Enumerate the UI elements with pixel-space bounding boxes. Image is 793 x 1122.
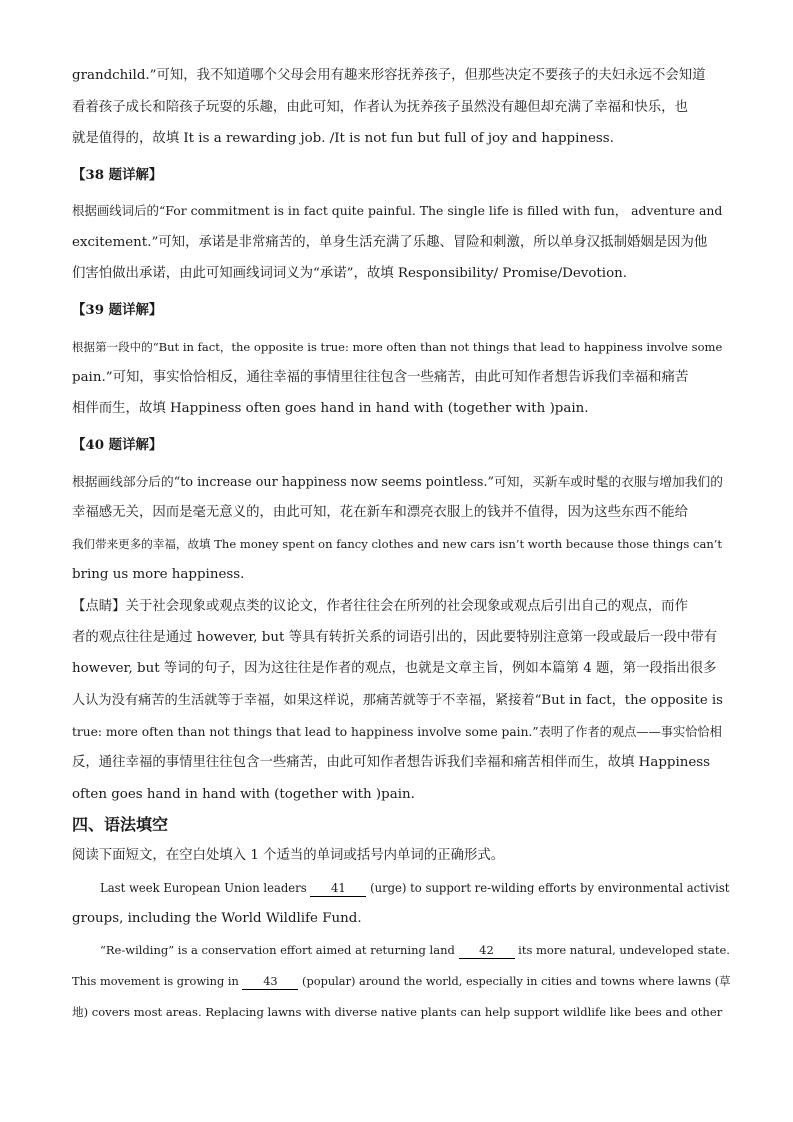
passage-line: groups, including the World Wildlife Fund.: [72, 911, 362, 926]
instruction-text: 阅读下面短文，在空白处填入 1 个适当的单词或括号内单词的正确形式。: [72, 848, 505, 863]
question-40-heading: 【40 题详解】: [72, 437, 163, 453]
text-line: excitement.”可知，承诺是非常痛苦的，单身生活充满了乐趣、冒险和刺激，所以单身汉抵制婚姻是因为他: [72, 235, 708, 250]
text-line: 幸福感无关，因而是毫无意义的，由此可知，花在新车和漂亮衣服上的钱并不值得，因为这些东西不能给: [72, 505, 688, 520]
text-line: 我们带来更多的幸福，故填 The money spent on fancy clothes and new cars isn’t worth because those things can’t: [72, 537, 723, 551]
text-line: 反，通往幸福的事情里往往包含一些痛苦，由此可知作者想告诉我们幸福和痛苦相伴而生，故填 Happiness: [72, 755, 711, 770]
text-line: 根据画线词后的“For commitment is in fact quite painful. The single life is filled with fun， adventure and: [72, 203, 723, 218]
text-line: 看着孩子成长和陪孩子玩耍的乐趣，由此可知，作者认为抚养孩子虽然没有趣但却充满了幸福和快乐，也: [72, 100, 688, 115]
text-line: 相伴而生，故填 Happiness often goes hand in hand with (together with )pain.: [72, 401, 589, 416]
text-line: 根据第一段中的“But in fact，the opposite is true: more often than not things that lead to happiness involve some: [72, 340, 723, 354]
passage-text: Last week European Union leaders: [100, 881, 311, 895]
blank-41: 41: [310, 880, 366, 897]
passage-line: [100, 940, 730, 960]
text-line: 者的观点往往是通过 however, but 等具有转折关系的词语引出的，因此要特别注意第一段或最后一段中带有: [72, 630, 718, 645]
passage-text: its more natural, undeveloped state.: [514, 943, 730, 957]
passage-line: [100, 878, 729, 898]
tip-paragraph-start: 【点睛】关于社会现象或观点类的议论文，作者往往会在所列的社会现象或观点后引出自己的观点，而作: [72, 599, 688, 614]
blank-42: 42: [459, 942, 515, 959]
passage-line: [72, 971, 731, 991]
passage-text: (popular) around the world, especially in cities and towns where lawns (草: [298, 974, 731, 988]
text-line: bring us more happiness.: [72, 567, 245, 582]
text-line: 人认为没有痛苦的生活就等于幸福，如果这样说，那痛苦就等于不幸福，紧接着“But in fact，the opposite is: [72, 693, 723, 708]
passage-line: 地) covers most areas. Replacing lawns with diverse native plants can help support wildlife like bees and other: [72, 1005, 723, 1019]
question-39-heading: 【39 题详解】: [72, 302, 163, 318]
text-line: grandchild.”可知，我不知道哪个父母会用有趣来形容抚养孩子，但那些决定不要孩子的夫妇永远不会知道: [72, 68, 706, 83]
text-line: pain.”可知，事实恰恰相反，通往幸福的事情里往往包含一些痛苦，由此可知作者想告诉我们幸福和痛苦: [72, 370, 689, 385]
passage-text: (urge) to support re-wilding efforts by environmental activist: [366, 881, 730, 895]
text-line: often goes hand in hand with (together with )pain.: [72, 787, 415, 802]
passage-text: This movement is growing in: [72, 974, 243, 988]
section-heading: 四、语法填空: [72, 815, 169, 834]
blank-43: 43: [242, 973, 298, 990]
passage-text: “Re-wilding” is a conservation effort aimed at returning land: [100, 943, 459, 957]
text-line: however, but 等词的句子，因为这往往是作者的观点，也就是文章主旨，例如本篇第 4 题，第一段指出很多: [72, 661, 717, 676]
text-line: 们害怕做出承诺，由此可知画线词词义为“承诺”，故填 Responsibility/ Promise/Devotion.: [72, 266, 628, 281]
question-38-heading: 【38 题详解】: [72, 167, 163, 183]
text-line: 根据画线部分后的“to increase our happiness now seems pointless.”可知，买新车或时髦的衣服与增加我们的: [72, 474, 723, 489]
text-line: true: more often than not things that lead to happiness involve some pain.”表明了作者的观点——事实恰恰相: [72, 725, 722, 739]
text-line: 就是值得的，故填 It is a rewarding job. /It is not fun but full of joy and happiness.: [72, 131, 614, 146]
